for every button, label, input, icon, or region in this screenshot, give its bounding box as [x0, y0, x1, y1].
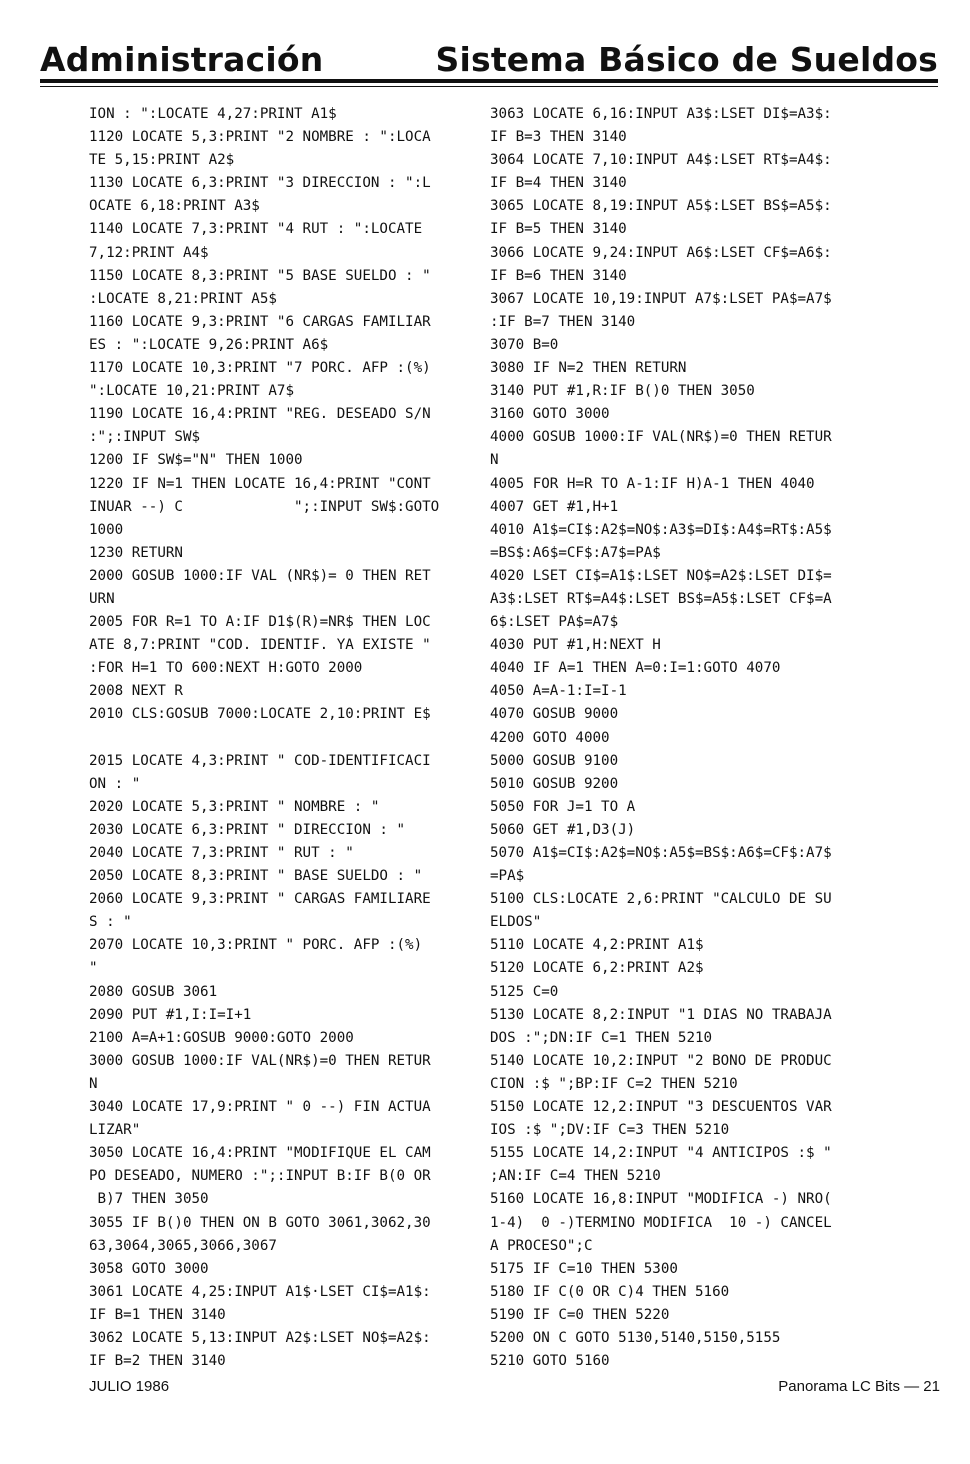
code-line: 5125 C=0	[490, 983, 559, 1000]
code-line: 3064 LOCATE 7,10:INPUT A4$:LSET RT$=A4$:	[490, 152, 832, 169]
code-line: 4040 IF A=1 THEN A=0:I=1:GOTO 4070	[490, 660, 781, 677]
code-line: 1190 LOCATE 16,4:PRINT "REG. DESEADO S/N	[89, 406, 431, 423]
code-line: IF B=2 THEN 3140	[89, 1353, 226, 1370]
code-line: IF B=5 THEN 3140	[490, 221, 627, 238]
code-line: 2005 FOR R=1 TO A:IF D1$(R)=NR$ THEN LOC	[89, 614, 431, 631]
code-line: 2010 CLS:GOSUB 7000:LOCATE 2,10:PRINT E$	[89, 706, 431, 723]
code-line: 3040 LOCATE 17,9:PRINT " 0 --) FIN ACTUA	[89, 1099, 431, 1116]
code-line: TE 5,15:PRINT A2$	[89, 152, 235, 169]
code-line: 2060 LOCATE 9,3:PRINT " CARGAS FAMILIARE	[89, 891, 431, 908]
code-line: 2030 LOCATE 6,3:PRINT " DIRECCION : "	[89, 821, 406, 838]
code-line: 2080 GOSUB 3061	[89, 983, 218, 1000]
code-line: 5060 GET #1,D3(J)	[490, 821, 636, 838]
code-line: IF B=1 THEN 3140	[89, 1306, 226, 1323]
code-line: IF B=4 THEN 3140	[490, 175, 627, 192]
code-line: 3063 LOCATE 6,16:INPUT A3$:LSET DI$=A3$:	[490, 106, 832, 122]
code-line: :IF B=7 THEN 3140	[490, 313, 636, 330]
code-line: =BS$:A6$=CF$:A7$=PA$	[490, 544, 661, 561]
code-line: 2070 LOCATE 10,3:PRINT " PORC. AFP :(%)	[89, 937, 423, 954]
code-line: 3160 GOTO 3000	[490, 406, 610, 423]
code-line: 4200 GOTO 4000	[490, 729, 610, 746]
code-line: 3070 B=0	[490, 336, 559, 353]
footer-page-number: Panorama LC Bits — 21	[778, 1378, 940, 1395]
code-line: 4020 LSET CI$=A1$:LSET NO$=A2$:LSET DI$=	[490, 567, 832, 584]
code-line: LIZAR"	[89, 1122, 141, 1139]
code-line: 1220 IF N=1 THEN LOCATE 16,4:PRINT "CONT	[89, 475, 431, 492]
footer-date: JULIO 1986	[89, 1378, 170, 1395]
code-line: 4010 A1$=CI$:A2$=NO$:A3$=DI$:A4$=RT$:A5$	[490, 521, 832, 538]
code-line: 5120 LOCATE 6,2:PRINT A2$	[490, 960, 704, 977]
code-line: 5130 LOCATE 8,2:INPUT "1 DIAS NO TRABAJA	[490, 1006, 832, 1023]
code-line: 4005 FOR H=R TO A-1:IF H)A-1 THEN 4040	[490, 475, 815, 492]
code-line: 4070 GOSUB 9000	[490, 706, 619, 723]
code-line: 1120 LOCATE 5,3:PRINT "2 NOMBRE : ":LOCA	[89, 129, 431, 146]
code-line: 3067 LOCATE 10,19:INPUT A7$:LSET PA$=A7$	[490, 290, 832, 307]
code-line: N	[490, 452, 499, 469]
code-line: 1150 LOCATE 8,3:PRINT "5 BASE SUELDO : "	[89, 267, 431, 284]
code-line: 6$:LSET PA$=A7$	[490, 614, 619, 631]
code-line: 5155 LOCATE 14,2:INPUT "4 ANTICIPOS :$ "	[490, 1145, 832, 1162]
code-line: 2020 LOCATE 5,3:PRINT " NOMBRE : "	[89, 798, 380, 815]
code-line: 5050 FOR J=1 TO A	[490, 798, 636, 815]
code-line: 4050 A=A-1:I=I-1	[490, 683, 627, 700]
code-line: 1170 LOCATE 10,3:PRINT "7 PORC. AFP :(%)	[89, 360, 431, 377]
code-line	[89, 727, 429, 750]
code-line: 1160 LOCATE 9,3:PRINT "6 CARGAS FAMILIAR	[89, 313, 431, 330]
code-line: 3000 GOSUB 1000:IF VAL(NR$)=0 THEN RETUR	[89, 1052, 431, 1069]
code-line: 1230 RETURN	[89, 544, 183, 561]
code-line: 1130 LOCATE 6,3:PRINT "3 DIRECCION : ":L	[89, 175, 431, 192]
code-line: 5160 LOCATE 16,8:INPUT "MODIFICA -) NRO(	[490, 1191, 832, 1208]
code-line: 1-4) 0 -)TERMINO MODIFICA 10 -) CANCEL	[490, 1214, 832, 1231]
code-line: 5140 LOCATE 10,2:INPUT "2 BONO DE PRODUC	[490, 1052, 832, 1069]
code-line: 5200 ON C GOTO 5130,5140,5150,5155	[490, 1329, 781, 1346]
code-line: N	[89, 1075, 98, 1092]
code-line: 63,3064,3065,3066,3067	[89, 1237, 277, 1254]
code-line: 2008 NEXT R	[89, 683, 183, 700]
code-line: 1140 LOCATE 7,3:PRINT "4 RUT : ":LOCATE	[89, 221, 423, 238]
code-line: 1200 IF SW$="N" THEN 1000	[89, 452, 303, 469]
code-line: 2040 LOCATE 7,3:PRINT " RUT : "	[89, 845, 354, 861]
code-line: 2050 LOCATE 8,3:PRINT " BASE SUELDO : "	[89, 868, 423, 885]
code-line: 5180 IF C(0 OR C)4 THEN 5160	[490, 1283, 730, 1300]
header-rule-thick	[40, 79, 938, 83]
code-line: 2000 GOSUB 1000:IF VAL (NR$)= 0 THEN RET	[89, 567, 431, 584]
code-line: 2090 PUT #1,I:I=I+1	[89, 1006, 252, 1023]
code-line: CION :$ ";BP:IF C=2 THEN 5210	[490, 1075, 738, 1092]
code-line: 5210 GOTO 5160	[490, 1353, 610, 1370]
code-line: 3066 LOCATE 9,24:INPUT A6$:LSET CF$=A6$:	[490, 244, 832, 261]
code-line: 2100 A=A+1:GOSUB 9000:GOTO 2000	[89, 1029, 354, 1046]
code-line: 3062 LOCATE 5,13:INPUT A2$:LSET NO$=A2$:	[89, 1329, 431, 1346]
code-line: ;AN:IF C=4 THEN 5210	[490, 1168, 661, 1185]
code-line: IF B=3 THEN 3140	[490, 129, 627, 146]
code-line: A PROCESO";C	[490, 1237, 593, 1254]
code-line: 5175 IF C=10 THEN 5300	[490, 1260, 678, 1277]
code-line: 3058 GOTO 3000	[89, 1260, 209, 1277]
code-line: ON : "	[89, 775, 141, 792]
code-line: 5070 A1$=CI$:A2$=NO$:A5$=BS$:A6$=CF$:A7$	[490, 845, 832, 861]
code-line: 5010 GOSUB 9200	[490, 775, 619, 792]
code-line: PO DESEADO, NUMERO :";:INPUT B:IF B(0 OR	[89, 1168, 431, 1185]
code-line: URN	[89, 590, 115, 607]
code-line: ES : ":LOCATE 9,26:PRINT A6$	[89, 336, 329, 353]
article-title: Sistema Básico de Sueldos	[435, 40, 938, 79]
code-line: OCATE 6,18:PRINT A3$	[89, 198, 260, 215]
code-line: 4007 GET #1,H+1	[490, 498, 619, 515]
code-line: ION : ":LOCATE 4,27:PRINT A1$	[89, 106, 337, 122]
code-line: A3$:LSET RT$=A4$:LSET BS$=A5$:LSET CF$=A	[490, 590, 832, 607]
code-line: :LOCATE 8,21:PRINT A5$	[89, 290, 277, 307]
code-line: 3140 PUT #1,R:IF B()0 THEN 3050	[490, 383, 755, 400]
code-line: 3055 IF B()0 THEN ON B GOTO 3061,3062,30	[89, 1214, 431, 1231]
code-line: 4000 GOSUB 1000:IF VAL(NR$)=0 THEN RETUR	[490, 429, 832, 446]
code-line: ATE 8,7:PRINT "COD. IDENTIF. YA EXISTE "	[89, 637, 431, 654]
code-line: IF B=6 THEN 3140	[490, 267, 627, 284]
code-column-right	[490, 103, 830, 1373]
code-line: 1000	[89, 521, 124, 538]
code-line: 3065 LOCATE 8,19:INPUT A5$:LSET BS$=A5$:	[490, 198, 832, 215]
code-column-left	[89, 103, 440, 1373]
code-line: 5190 IF C=0 THEN 5220	[490, 1306, 670, 1323]
code-line: DOS :";DN:IF C=1 THEN 5210	[490, 1029, 713, 1046]
code-line: 4030 PUT #1,H:NEXT H	[490, 637, 661, 654]
code-line: 5000 GOSUB 9100	[490, 752, 619, 769]
code-line: IOS :$ ";DV:IF C=3 THEN 5210	[490, 1122, 730, 1139]
page-header	[40, 34, 938, 92]
code-line: 5110 LOCATE 4,2:PRINT A1$	[490, 937, 704, 954]
code-line: 7,12:PRINT A4$	[89, 244, 209, 261]
code-line: S : "	[89, 914, 132, 931]
code-line: 3080 IF N=2 THEN RETURN	[490, 360, 687, 377]
code-line: 5100 CLS:LOCATE 2,6:PRINT "CALCULO DE SU	[490, 891, 832, 908]
code-line: 2015 LOCATE 4,3:PRINT " COD-IDENTIFICACI	[89, 752, 431, 769]
code-line: B)7 THEN 3050	[89, 1191, 209, 1208]
section-title: Administración	[40, 40, 324, 79]
code-line: "	[89, 960, 98, 977]
code-line: =PA$	[490, 868, 525, 885]
code-line: :FOR H=1 TO 600:NEXT H:GOTO 2000	[89, 660, 363, 677]
code-line: 3050 LOCATE 16,4:PRINT "MODIFIQUE EL CAM	[89, 1145, 431, 1162]
header-rule-thin	[40, 86, 938, 87]
code-line: 3061 LOCATE 4,25:INPUT A1$·LSET CI$=A1$:	[89, 1283, 431, 1300]
code-line: ":LOCATE 10,21:PRINT A7$	[89, 383, 294, 400]
code-line: 5150 LOCATE 12,2:INPUT "3 DESCUENTOS VAR	[490, 1099, 832, 1116]
code-line: ELDOS"	[490, 914, 542, 931]
code-line: INUAR --) C ";:INPUT SW$:GOTO	[89, 498, 440, 515]
code-line: :";:INPUT SW$	[89, 429, 201, 446]
